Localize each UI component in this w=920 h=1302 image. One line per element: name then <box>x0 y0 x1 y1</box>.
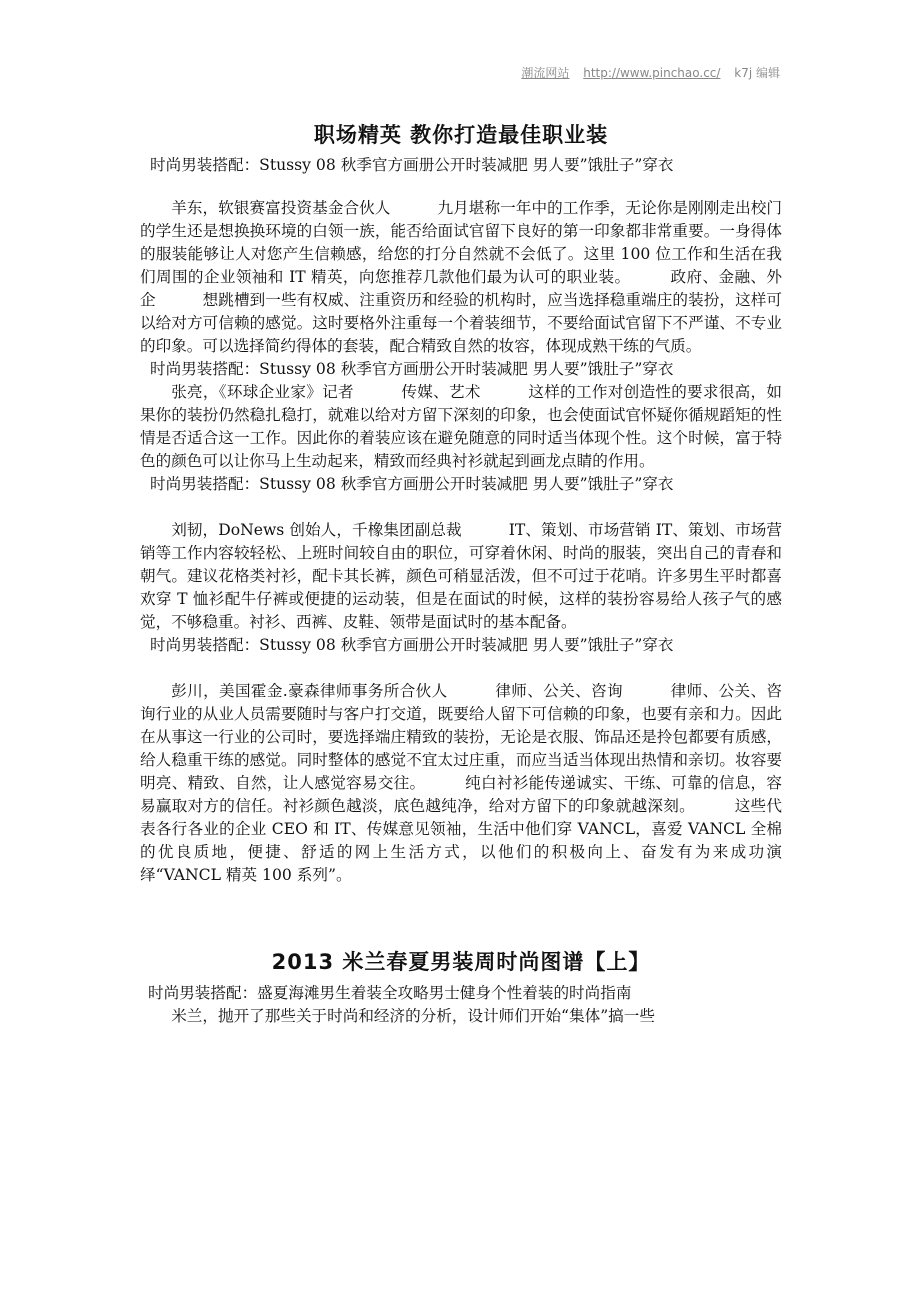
article-subtitle: 时尚男装搭配：Stussy 08 秋季官方画册公开时装减肥 男人要”饿肚子”穿衣 <box>150 156 674 174</box>
article-title: 职场精英 教你打造最佳职业装 <box>313 123 609 147</box>
site-link[interactable]: 潮流网站 <box>521 66 570 80</box>
article-2-title: 2013 米兰春夏男装周时尚图谱【上】 <box>271 950 651 974</box>
url-link[interactable]: http://www.pinchao.cc/ <box>583 66 721 80</box>
page-header <box>521 64 780 81</box>
subheading-4: 时尚男装搭配：Stussy 08 秋季官方画册公开时装减肥 男人要”饿肚子”穿衣 <box>150 636 674 654</box>
paragraph-2: 张亮，《环球企业家》记者 传媒、艺术 这样的工作对创造性的要求很高，如果你的装扮仍然稳扎稳打，就难以给对方留下深刻的印象，也会使面试官怀疑你循规蹈矩的性情是否适合这一工作。因此你的着装应该在避免随意的同时适当体现个性。这个时候，富于特色的颜色可以让你马上生动起来，精致而经典衬衫就起到画龙点睛的作用。 <box>140 383 782 470</box>
editor-note: k7j 编辑 <box>734 66 780 80</box>
article-2-subtitle: 时尚男装搭配：盛夏海滩男生着装全攻略男士健身个性着装的时尚指南 <box>148 984 632 1002</box>
subheading-3: 时尚男装搭配：Stussy 08 秋季官方画册公开时装减肥 男人要”饿肚子”穿衣 <box>150 475 674 493</box>
paragraph-1: 羊东，软银赛富投资基金合伙人 九月堪称一年中的工作季，无论你是刚刚走出校门的学生还是想换换环境的白领一族，能否给面试官留下良好的第一印象都非常重要。一身得体的服装能够让人对您产生信赖感，给您的打分自然就不会低了。这里 100 位工作和生活在我们周围的企业领袖和 IT 精英，向您推荐几款他们最为认可的职业装。 政府、金融、外企 想跳槽到一些有权威、注重资历和经验的机构时，应当选择稳重端庄的装扮，这样可以给对方可信赖的感觉。这时要格外注重每一个着装细节，不要给面试官留下不严谨、不专业的印象。可以选择简约得体的套装，配合精致自然的妆容，体现成熟干练的气质。 <box>140 199 782 355</box>
paragraph-3: 刘韧，DoNews 创始人，千橡集团副总裁 IT、策划、市场营销 IT、策划、市场营销等工作内容较轻松、上班时间较自由的职位，可穿着休闲、时尚的服装，突出自己的青春和朝气。建议花格类衬衫，配卡其长裤，颜色可稍显活泼，但不可过于花哨。许多男生平时都喜欢穿 T 恤衫配牛仔裤或便捷的运动装，但是在面试的时候，这样的装扮容易给人孩子气的感觉，不够稳重。衬衫、西裤、皮鞋、领带是面试时的基本配备。 <box>140 521 782 631</box>
subheading-2: 时尚男装搭配：Stussy 08 秋季官方画册公开时装减肥 男人要”饿肚子”穿衣 <box>150 360 674 378</box>
paragraph-4: 彭川，美国霍金.豪森律师事务所合伙人 律师、公关、咨询 律师、公关、咨询行业的从业人员需要随时与客户打交道，既要给人留下可信赖的印象，也要有亲和力。因此在从事这一行业的公司时，要选择端庄精致的装扮，无论是衣服、饰品还是拎包都要有质感，给人稳重干练的感觉。同时整体的感觉不宜太过庄重，而应当适当体现出热情和亲切。妆容要明亮、精致、自然，让人感觉容易交往。 纯白衬衫能传递诚实、干练、可靠的信息，容易赢取对方的信任。衬衫颜色越淡，底色越纯净，给对方留下的印象就越深刻。 这些代表各行各业的企业 CEO 和 IT、传媒意见领袖，生活中他们穿 VANCL，喜爱 VANCL 全棉的优良质地，便捷、舒适的网上生活方式，以他们的积极向上、奋发有为来成功演绎“VANCL 精英 100 系列”。 <box>140 682 782 884</box>
document-body <box>140 118 782 1028</box>
article-2-paragraph-1: 米兰，抛开了那些关于时尚和经济的分析，设计师们开始“集体”搞一些 <box>171 1007 655 1025</box>
